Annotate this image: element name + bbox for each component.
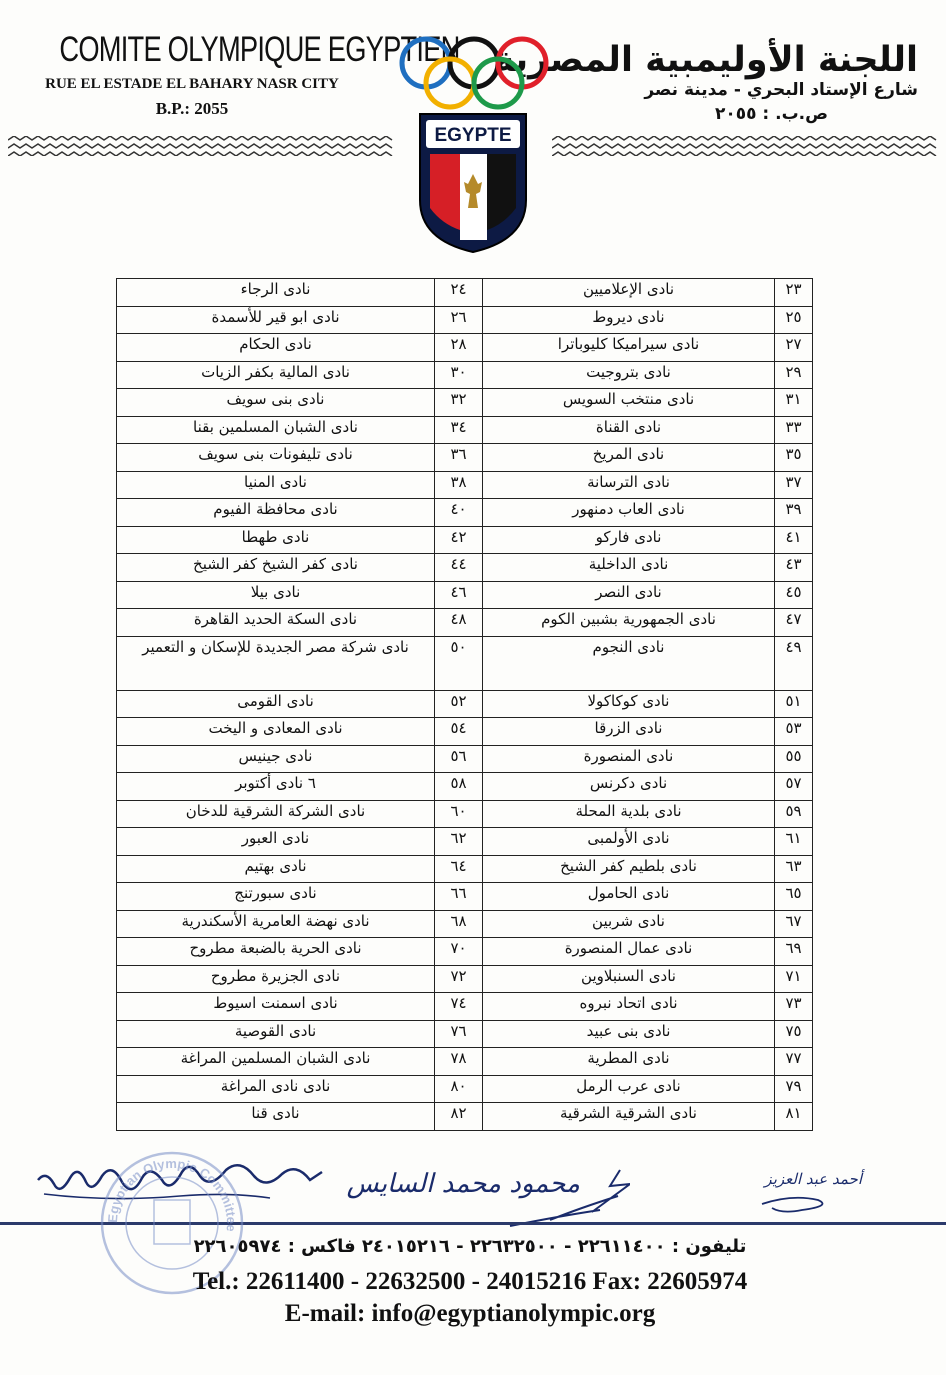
row-number: ٣٦ bbox=[435, 444, 483, 472]
club-name: نادى العبور bbox=[117, 828, 435, 856]
club-name: نادى القناة bbox=[483, 416, 775, 444]
row-number: ٤٨ bbox=[435, 609, 483, 637]
club-name: نادى المنصورة bbox=[483, 745, 775, 773]
table-row bbox=[117, 581, 813, 609]
club-name: نادى تليفونات بنى سويف bbox=[117, 444, 435, 472]
row-number: ٦٨ bbox=[435, 910, 483, 938]
club-name: نادى المالية بكفر الزيات bbox=[117, 361, 435, 389]
table-row bbox=[117, 855, 813, 883]
row-number: ٣٨ bbox=[435, 471, 483, 499]
footer-phone-arabic: تليفون : ٢٢٦١١٤٠٠ - ٢٢٦٣٢٥٠٠ - ٢٤٠١٥٢١٦ فاكس : ٢٢٦٠٥٩٧٤ bbox=[193, 1236, 747, 1257]
table-row bbox=[117, 938, 813, 966]
club-name: نادى بهتيم bbox=[117, 855, 435, 883]
row-number: ٧٧ bbox=[775, 1048, 813, 1076]
club-name: نادى المريخ bbox=[483, 444, 775, 472]
zigzag-divider-right bbox=[552, 136, 940, 156]
table-row bbox=[117, 1048, 813, 1076]
table-row bbox=[117, 526, 813, 554]
row-number: ٢٨ bbox=[435, 334, 483, 362]
club-name: نادى الشركة الشرقية للدخان bbox=[117, 800, 435, 828]
table-row bbox=[117, 965, 813, 993]
row-number: ٥٣ bbox=[775, 718, 813, 746]
row-number: ٣٢ bbox=[435, 389, 483, 417]
address-arabic: شارع الإستاد البحري - مدينة نصر bbox=[644, 80, 918, 100]
club-name: نادى النجوم bbox=[483, 636, 775, 690]
club-name: نادى الحرية بالضبعة مطروح bbox=[117, 938, 435, 966]
club-name: نادى طهطا bbox=[117, 526, 435, 554]
signature-middle bbox=[330, 1150, 630, 1230]
table-row bbox=[117, 993, 813, 1021]
row-number: ٧٨ bbox=[435, 1048, 483, 1076]
row-number: ٧٣ bbox=[775, 993, 813, 1021]
table-row bbox=[117, 883, 813, 911]
row-number: ٧٢ bbox=[435, 965, 483, 993]
club-name: نادى القومى bbox=[117, 690, 435, 718]
table-row bbox=[117, 690, 813, 718]
club-name: نادى جينيس bbox=[117, 745, 435, 773]
footer-phone-english: Tel.: 22611400 - 22632500 - 24015216 Fax: 22605974 bbox=[192, 1268, 748, 1295]
row-number: ٦١ bbox=[775, 828, 813, 856]
address-french: RUE EL ESTADE EL BAHARY NASR CITY bbox=[45, 76, 339, 92]
table-row bbox=[117, 773, 813, 801]
club-name: نادى المعادى و اليخت bbox=[117, 718, 435, 746]
club-name: نادى الشبان المسلمين المراغة bbox=[117, 1048, 435, 1076]
row-number: ٥١ bbox=[775, 690, 813, 718]
emblem-label: EGYPTE bbox=[434, 125, 512, 146]
row-number: ٣١ bbox=[775, 389, 813, 417]
row-number: ٥٥ bbox=[775, 745, 813, 773]
club-name: نادى شركة مصر الجديدة للإسكان و التعمير bbox=[117, 636, 435, 690]
club-name: نادى الأولمبى bbox=[483, 828, 775, 856]
svg-text:أحمد عبد العزيز: أحمد عبد العزيز bbox=[764, 1170, 862, 1188]
club-name: نادى المطرية bbox=[483, 1048, 775, 1076]
table-row bbox=[117, 1075, 813, 1103]
table-row bbox=[117, 636, 813, 690]
row-number: ٦٥ bbox=[775, 883, 813, 911]
table-row bbox=[117, 279, 813, 307]
table-row bbox=[117, 800, 813, 828]
club-name: نادى بيلا bbox=[117, 581, 435, 609]
club-name: نادى عرب الرمل bbox=[483, 1075, 775, 1103]
svg-text:محمود محمد السايس: محمود محمد السايس bbox=[346, 1169, 580, 1199]
row-number: ٣٤ bbox=[435, 416, 483, 444]
club-name: نادى السكة الحديد القاهرة bbox=[117, 609, 435, 637]
row-number: ٤٥ bbox=[775, 581, 813, 609]
club-name: نادى نهضة العامرية الأسكندرية bbox=[117, 910, 435, 938]
row-number: ٦٧ bbox=[775, 910, 813, 938]
club-name: نادى شربين bbox=[483, 910, 775, 938]
club-name: نادى الإعلاميين bbox=[483, 279, 775, 307]
row-number: ٤٩ bbox=[775, 636, 813, 690]
club-name: نادى كفر الشيخ كفر الشيخ bbox=[117, 554, 435, 582]
row-number: ٥٠ bbox=[435, 636, 483, 690]
row-number: ٥٩ bbox=[775, 800, 813, 828]
club-name: نادى النصر bbox=[483, 581, 775, 609]
row-number: ٥٢ bbox=[435, 690, 483, 718]
table-row bbox=[117, 1020, 813, 1048]
row-number: ٧٥ bbox=[775, 1020, 813, 1048]
row-number: ٣٩ bbox=[775, 499, 813, 527]
table-row bbox=[117, 718, 813, 746]
table-row bbox=[117, 306, 813, 334]
club-name: نادى بنى سويف bbox=[117, 389, 435, 417]
row-number: ٧١ bbox=[775, 965, 813, 993]
club-name: نادى القوصية bbox=[117, 1020, 435, 1048]
club-name: نادى فاركو bbox=[483, 526, 775, 554]
club-name: نادى الجزيرة مطروح bbox=[117, 965, 435, 993]
row-number: ٨١ bbox=[775, 1103, 813, 1131]
club-name: نادى منتخب السويس bbox=[483, 389, 775, 417]
row-number: ٣٣ bbox=[775, 416, 813, 444]
row-number: ٨٢ bbox=[435, 1103, 483, 1131]
club-name: نادى الشبان المسلمين بقنا bbox=[117, 416, 435, 444]
club-name: نادى دكرنس bbox=[483, 773, 775, 801]
club-name: نادى الزرقا bbox=[483, 718, 775, 746]
club-name: نادى الداخلية bbox=[483, 554, 775, 582]
committee-name-arabic: اللجنة الأوليمبية المصرية bbox=[493, 40, 918, 80]
row-number: ٢٤ bbox=[435, 279, 483, 307]
row-number: ٦٣ bbox=[775, 855, 813, 883]
club-name: نادى اسمنت اسيوط bbox=[117, 993, 435, 1021]
row-number: ٦٤ bbox=[435, 855, 483, 883]
egypt-flag-shield-icon bbox=[418, 112, 528, 254]
row-number: ٢٥ bbox=[775, 306, 813, 334]
club-name: نادى سبورتنج bbox=[117, 883, 435, 911]
row-number: ٦٠ bbox=[435, 800, 483, 828]
po-box-french: B.P.: 2055 bbox=[155, 99, 229, 118]
clubs-table bbox=[116, 278, 813, 1131]
table-row bbox=[117, 910, 813, 938]
header-french-block bbox=[22, 30, 460, 119]
row-number: ٤٣ bbox=[775, 554, 813, 582]
club-name: نادى الترسانة bbox=[483, 471, 775, 499]
row-number: ٢٩ bbox=[775, 361, 813, 389]
table-row bbox=[117, 828, 813, 856]
row-number: ٥٨ bbox=[435, 773, 483, 801]
table-row bbox=[117, 444, 813, 472]
club-name: نادى المنيا bbox=[117, 471, 435, 499]
club-name: نادى سيراميكا كليوباترا bbox=[483, 334, 775, 362]
club-name: نادى الجمهورية بشبين الكوم bbox=[483, 609, 775, 637]
row-number: ٧٩ bbox=[775, 1075, 813, 1103]
row-number: ٤١ bbox=[775, 526, 813, 554]
club-name: نادى بلطيم كفر الشيخ bbox=[483, 855, 775, 883]
club-name: نادى ديروط bbox=[483, 306, 775, 334]
signature-right bbox=[722, 1160, 872, 1222]
row-number: ٣٥ bbox=[775, 444, 813, 472]
row-number: ٥٤ bbox=[435, 718, 483, 746]
row-number: ٤٠ bbox=[435, 499, 483, 527]
row-number: ٥٦ bbox=[435, 745, 483, 773]
table-row bbox=[117, 361, 813, 389]
row-number: ٧٤ bbox=[435, 993, 483, 1021]
row-number: ٨٠ bbox=[435, 1075, 483, 1103]
club-name: نادى نادى المراغة bbox=[117, 1075, 435, 1103]
table-row bbox=[117, 1103, 813, 1131]
row-number: ٢٣ bbox=[775, 279, 813, 307]
club-name: نادى الرجاء bbox=[117, 279, 435, 307]
club-name: نادى الحامول bbox=[483, 883, 775, 911]
row-number: ٤٢ bbox=[435, 526, 483, 554]
row-number: ٧٠ bbox=[435, 938, 483, 966]
club-name: نادى محافظة الفيوم bbox=[117, 499, 435, 527]
club-name: نادى السنبلاوين bbox=[483, 965, 775, 993]
row-number: ٢٦ bbox=[435, 306, 483, 334]
row-number: ٧٦ bbox=[435, 1020, 483, 1048]
row-number: ٦٦ bbox=[435, 883, 483, 911]
club-name: نادى كوكاكولا bbox=[483, 690, 775, 718]
footer-email[interactable]: E-mail: info@egyptianolympic.org bbox=[284, 1300, 656, 1327]
club-name: نادى عمال المنصورة bbox=[483, 938, 775, 966]
club-name: نادى بنى عبيد bbox=[483, 1020, 775, 1048]
club-name: نادى الحكام bbox=[117, 334, 435, 362]
header-arabic-block bbox=[493, 40, 918, 124]
committee-name-french: COMITE OLYMPIQUE EGYPTIEN bbox=[59, 30, 460, 69]
table-row bbox=[117, 471, 813, 499]
zigzag-divider-left bbox=[8, 136, 396, 156]
table-row bbox=[117, 389, 813, 417]
po-box-arabic: ص.ب. : ٢٠٥٥ bbox=[714, 104, 828, 124]
club-name: نادى بتروجيت bbox=[483, 361, 775, 389]
olympic-rings-icon bbox=[396, 35, 552, 111]
table-row bbox=[117, 609, 813, 637]
club-name: نادى الشرقية الشرقية bbox=[483, 1103, 775, 1131]
table-row bbox=[117, 416, 813, 444]
row-number: ٦٢ bbox=[435, 828, 483, 856]
table-row bbox=[117, 499, 813, 527]
table-row bbox=[117, 334, 813, 362]
stamp-text: Egyptian Olympic Committee bbox=[104, 1155, 240, 1233]
club-name: ٦ نادى أكتوبر bbox=[117, 773, 435, 801]
club-name: نادى العاب دمنهور bbox=[483, 499, 775, 527]
row-number: ٦٩ bbox=[775, 938, 813, 966]
row-number: ٤٧ bbox=[775, 609, 813, 637]
club-name: نادى اتحاد نبروه bbox=[483, 993, 775, 1021]
row-number: ٢٧ bbox=[775, 334, 813, 362]
row-number: ٣٠ bbox=[435, 361, 483, 389]
table-row bbox=[117, 745, 813, 773]
club-name: نادى ابو قير للأسمدة bbox=[117, 306, 435, 334]
row-number: ٤٤ bbox=[435, 554, 483, 582]
club-name: نادى قنا bbox=[117, 1103, 435, 1131]
clubs-table-body bbox=[117, 279, 813, 1131]
row-number: ٥٧ bbox=[775, 773, 813, 801]
club-name: نادى بلدية المحلة bbox=[483, 800, 775, 828]
table-row bbox=[117, 554, 813, 582]
row-number: ٤٦ bbox=[435, 581, 483, 609]
row-number: ٣٧ bbox=[775, 471, 813, 499]
